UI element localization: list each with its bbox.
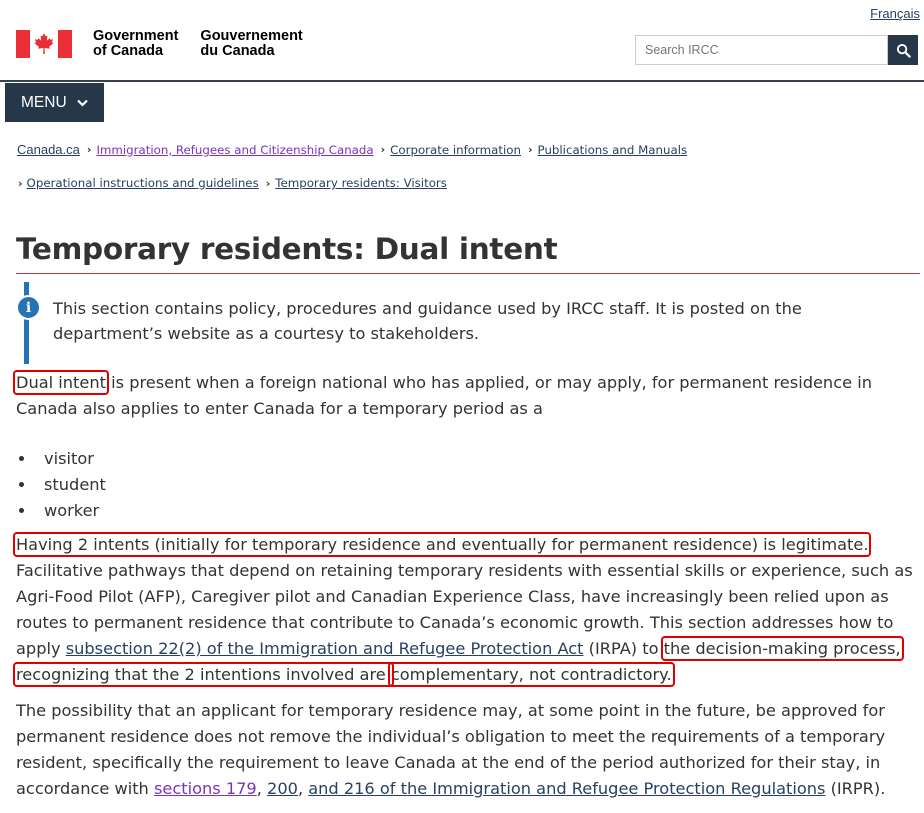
info-alert bbox=[24, 282, 924, 364]
highlight-legitimate: Having 2 intents (initially for temporary residence and eventually for permanent residence) is legitimate. bbox=[16, 535, 869, 554]
government-brand[interactable] bbox=[16, 29, 303, 59]
search-icon bbox=[896, 43, 911, 58]
language-toggle-link[interactable]: Français bbox=[870, 6, 920, 21]
breadcrumb-row-2 bbox=[17, 176, 447, 190]
paragraph-two-intents: Having 2 intents (initially for temporary residence and eventually for permanent residence) is legitimate. Facilitative pathways that depend on retaining temporary residents with essential skills or experience, such as Agri-Food Pilot (AFP), Caregiver pilot and Canadian Experience Class, have increasingly been relied upon as routes to permanent residence that contribute to Canada’s economic growth. This section addresses how to apply subsection 22(2) of the Immigration and Refugee Protection Act (IRPA) to the decision-making process, recognizing that the 2 intentions involved are complementary, not contradictory. bbox=[16, 535, 913, 684]
header-divider bbox=[0, 80, 924, 82]
paragraph-obligation: The possibility that an applicant for temporary residence may, at some point in the future, be approved for permanent residence does not remove the individual’s obligation to meet the requirements of a temporary resident, specifically the requirement to leave Canada at the end of the period authorized for their stay, in accordance with sections 179, 200, and 216 of the Immigration and Refugee Protection Regulations (IRPR). bbox=[16, 701, 886, 798]
highlight-decision-process: the decision-making process, recognizing that the 2 intentions involved are bbox=[16, 639, 901, 684]
list-item: • student bbox=[36, 472, 106, 498]
breadcrumb-link-operational[interactable]: Operational instructions and guidelines bbox=[26, 176, 259, 190]
search-input[interactable] bbox=[635, 35, 888, 65]
paragraph-dual-intent: Dual intent is present when a foreign national who has applied, or may apply, for permanent residence in Canada also applies to enter Canada for a temporary period as a bbox=[16, 373, 872, 418]
breadcrumb-separator-icon: › bbox=[18, 176, 23, 190]
brand-text-french: Gouvernement du Canada bbox=[200, 28, 303, 59]
brand-text-english: Government of Canada bbox=[93, 28, 179, 59]
canada-flag-icon bbox=[16, 30, 72, 58]
breadcrumb-link-publications[interactable]: Publications and Manuals bbox=[537, 142, 688, 157]
alert-text: This section contains policy, procedures and guidance used by IRCC staff. It is posted on the department’s website as a courtesy to stakeholders. bbox=[53, 299, 802, 343]
list-item: • visitor bbox=[36, 446, 106, 472]
breadcrumb-link-ircc[interactable]: Immigration, Refugees and Citizenship Canada bbox=[96, 142, 374, 157]
intent-list bbox=[22, 446, 106, 524]
breadcrumb-separator-icon: › bbox=[86, 143, 92, 156]
link-irpa-subsection[interactable]: subsection 22(2) of the Immigration and Refugee Protection Act bbox=[65, 639, 584, 658]
chevron-down-icon bbox=[77, 99, 88, 107]
info-icon: i bbox=[16, 295, 41, 320]
page-title: Temporary residents: Dual intent bbox=[16, 232, 558, 266]
list-item: • worker bbox=[36, 498, 106, 524]
link-section-179[interactable]: sections 179 bbox=[153, 779, 257, 798]
menu-label: MENU bbox=[21, 93, 67, 111]
link-irpr-sections[interactable]: and 216 of the Immigration and Refugee Protection Regulations bbox=[308, 779, 826, 798]
search-button[interactable] bbox=[888, 35, 918, 65]
title-underline bbox=[16, 273, 920, 274]
highlight-complementary: complementary, not contradictory. bbox=[390, 665, 672, 684]
breadcrumb-link-canada[interactable]: Canada.ca bbox=[17, 142, 80, 157]
breadcrumb-link-corporate[interactable]: Corporate information bbox=[390, 142, 521, 157]
highlight-dual-intent: Dual intent bbox=[16, 373, 106, 392]
link-section-200[interactable]: 200 bbox=[267, 779, 298, 798]
breadcrumb-separator-icon: › bbox=[265, 176, 271, 190]
breadcrumb-link-visitors[interactable]: Temporary residents: Visitors bbox=[275, 176, 447, 190]
breadcrumb-separator-icon: › bbox=[527, 143, 533, 156]
search-form bbox=[635, 35, 918, 65]
breadcrumb bbox=[17, 142, 687, 157]
breadcrumb-separator-icon: › bbox=[380, 143, 386, 156]
menu-button[interactable] bbox=[5, 83, 104, 122]
